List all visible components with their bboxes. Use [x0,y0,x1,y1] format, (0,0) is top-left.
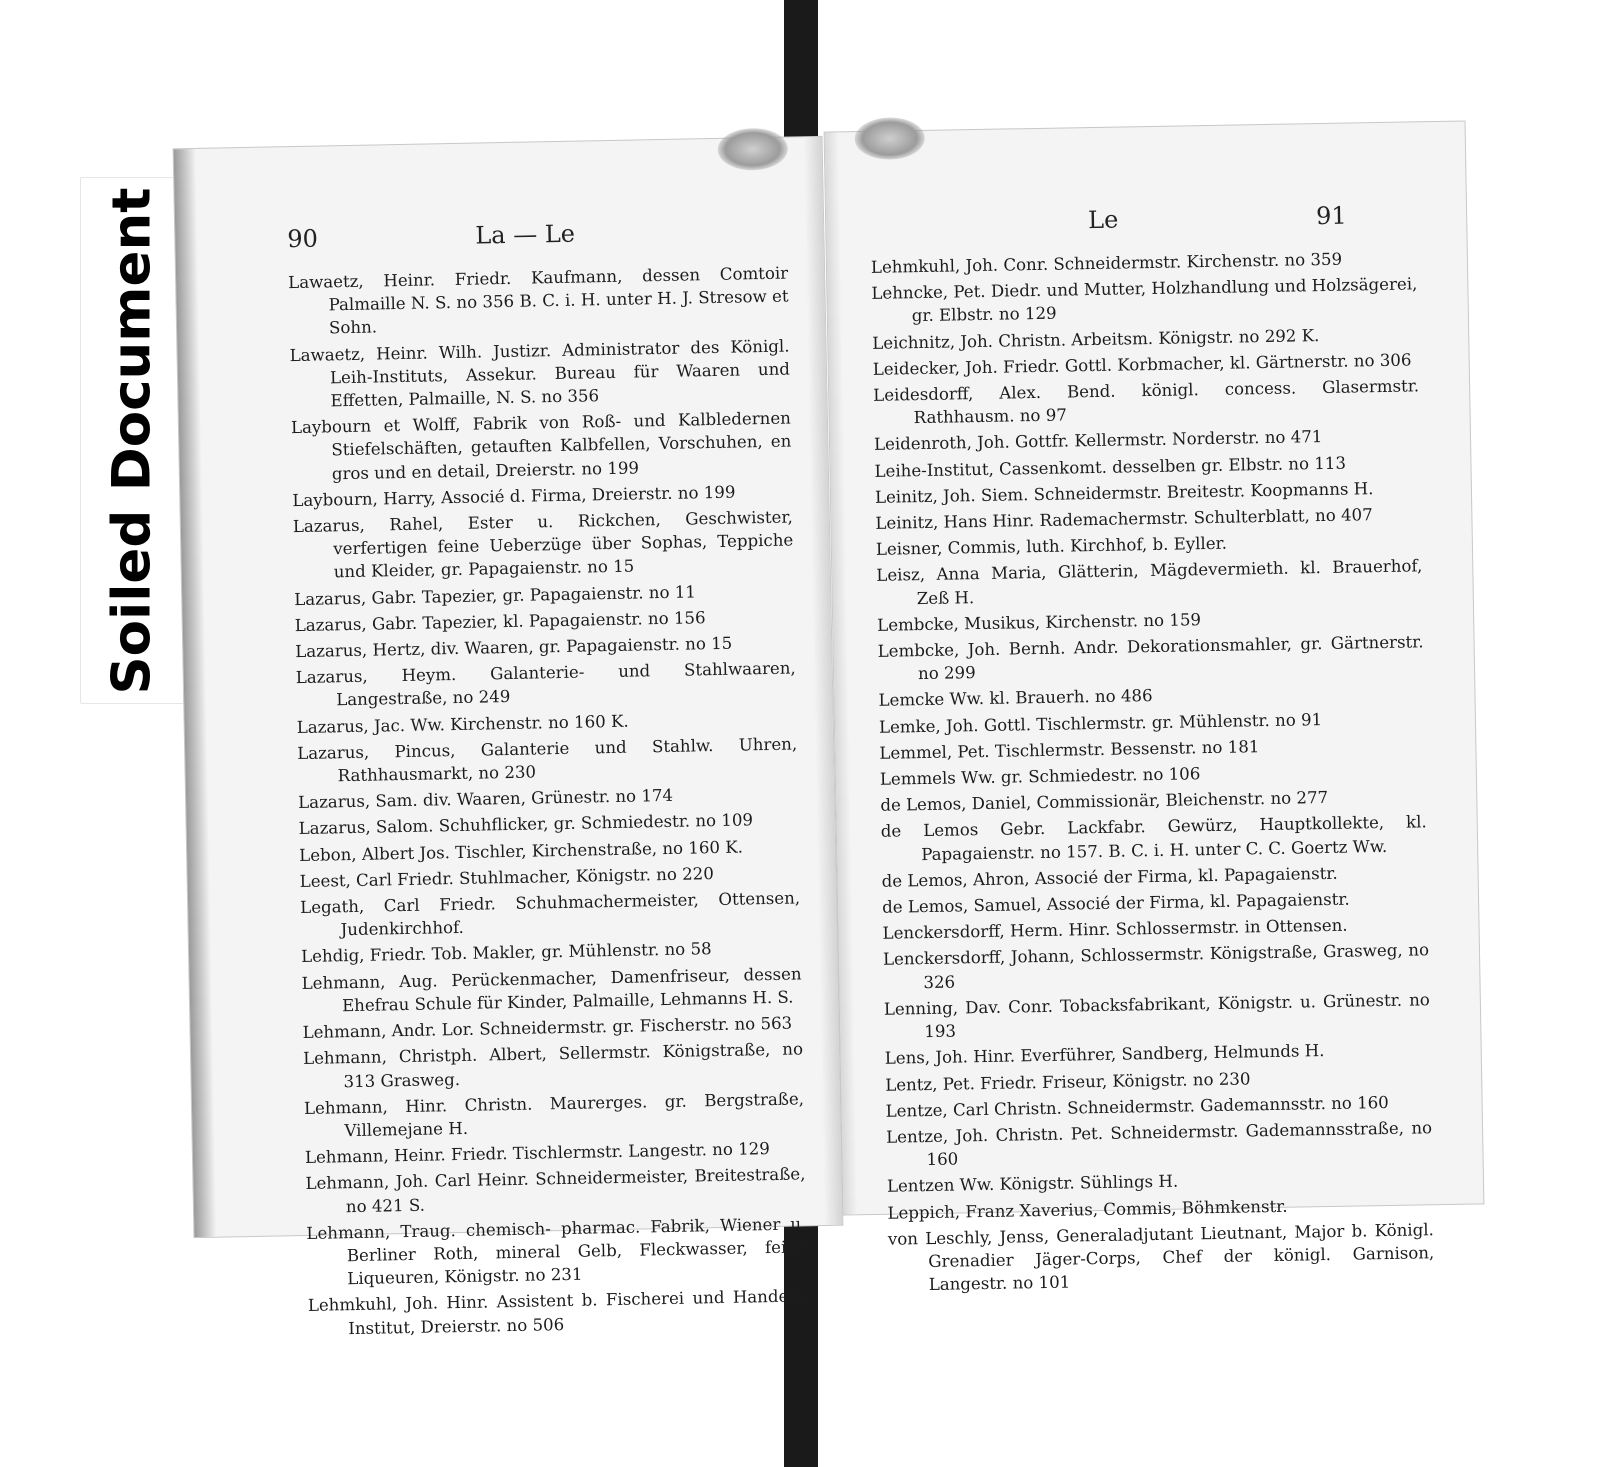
stain-mark [854,117,925,160]
directory-entry: Lenckersdorff, Johann, Schlossermstr. Königstraße, Grasweg, no 326 [882,940,1430,992]
directory-entry: Legath, Carl Friedr. Schuhmachermeister, Ottensen, Judenkirchhof. [300,888,801,940]
directory-entries [288,262,809,1344]
directory-entry: Lazarus, Rahel, Ester u. Rickchen, Geschwister, verfertigen feine Ueberzüge über Sophas, Teppiche und Kleider, gr. Papagaienstr. no 15 [292,507,794,582]
stamp-label: Soiled Document [101,186,163,695]
directory-entry: von Leschly, Jenss, Generaladjutant Lieutnant, Major b. Königl. Grenadier Jäger-Corps, Chef der königl. Garnison, Langestr. no 101 [887,1219,1435,1295]
directory-entry: Lehmann, Hinr. Christn. Maurerges. gr. Bergstraße, Villemejane H. [303,1089,805,1141]
directory-entry: de Lemos Gebr. Lackfabr. Gewürz, Hauptkollekte, kl. Papagaienstr. no 157. B. C. i. H. unter C. C. Goertz Ww. [880,812,1427,864]
directory-entry: Lemmels Ww. gr. Schmiedestr. no 106 [879,764,1201,789]
page-number: 90 [287,224,319,254]
directory-entry: Lehncke, Pet. Diedr. und Mutter, Holzhandlung und Holzsägerei, gr. Elbstr. no 129 [871,274,1418,326]
directory-entry: Lenning, Dav. Conr. Tobacksfabrikant, Königstr. u. Grünestr. no 193 [883,990,1430,1042]
directory-entry: Leidesdorff, Alex. Bend. königl. concess. Glasermstr. Rathhausm. no 97 [873,376,1420,428]
directory-entry: Leichnitz, Joh. Christn. Arbeitsm. Königstr. no 292 K. [872,325,1320,353]
directory-entry: Laybourn, Harry, Associé d. Firma, Dreierstr. no 199 [292,482,736,510]
directory-entry: Lazarus, Jac. Ww. Kirchenstr. no 160 K. [296,711,629,737]
directory-entry: Lehmann, Traug. chemisch- pharmac. Fabrik, Wiener u. Berliner Roth, mineral Gelb, Fleckwasser, feine Liqueuren, Königstr. no 231 [306,1214,807,1289]
directory-entry: Lemcke Ww. kl. Brauerh. no 486 [878,686,1153,711]
directory-entry: Lazarus, Hertz, div. Waaren, gr. Papagaienstr. no 15 [295,633,733,662]
directory-entries [871,246,1435,1300]
directory-entry: Lehmkuhl, Joh. Hinr. Assistent b. Fischerei und Handels-Institut, Dreierstr. no 506 [307,1286,808,1338]
directory-entry: Lebon, Albert Jos. Tischler, Kirchenstraße, no 160 K. [299,837,744,865]
directory-entry: de Lemos, Ahron, Associé der Firma, kl. Papagaienstr. [881,863,1338,891]
directory-entry: Leest, Carl Friedr. Stuhlmacher, Königstr. no 220 [299,863,714,891]
stain-mark [717,128,788,171]
directory-entry: Lemke, Joh. Gottl. Tischlermstr. gr. Mühlenstr. no 91 [878,709,1323,737]
directory-entry: Lentze, Carl Christn. Schneidermstr. Gademannsstr. no 160 [885,1092,1389,1121]
directory-entry: Lens, Joh. Hinr. Everführer, Sandberg, Helmunds H. [884,1041,1325,1069]
page-header [175,215,824,267]
directory-entry: Leisner, Commis, luth. Kirchhof, b. Eyller. [875,533,1228,560]
directory-entry: Leinitz, Hans Hinr. Rademachermstr. Schulterblatt, no 407 [875,505,1373,533]
left-page [174,137,843,1338]
binding-strip-top [784,0,818,145]
directory-entry: Lazarus, Salom. Schuhflicker, gr. Schmiedestr. no 109 [298,810,754,839]
directory-entry: Leinitz, Joh. Siem. Schneidermstr. Breitestr. Koopmanns H. [874,478,1374,507]
directory-entry: Lemmel, Pet. Tischlermstr. Bessenstr. no 181 [879,737,1260,763]
directory-entry: Lazarus, Sam. div. Waaren, Grünestr. no 174 [298,786,674,813]
directory-entry: Lentz, Pet. Friedr. Friseur, Königstr. no 230 [885,1068,1251,1095]
directory-entry: Lehdig, Friedr. Tob. Makler, gr. Mühlenstr. no 58 [300,939,712,967]
directory-entry: Laybourn et Wolff, Fabrik von Roß- und Kalbledernen Stiefelschäften, getauften Kalbfellen, Vorschuhen, en gros und en detail, Dreierstr. no 199 [290,408,792,483]
directory-entry: Lehmann, Aug. Perückenmacher, Damenfriseur, dessen Ehefrau Schule für Kinder, Palmaille, Lehmanns H. S. [301,964,802,1016]
directory-entry: Lembcke, Musikus, Kirchenstr. no 159 [877,610,1202,635]
directory-entry: Lenckersdorff, Herm. Hinr. Schlossermstr. in Ottensen. [882,915,1348,944]
directory-entry: Lawaetz, Heinr. Friedr. Kaufmann, dessen Comtoir Palmaille N. S. no 356 B. C. i. H. unter H. J. Stresow et Sohn. [288,263,789,338]
page-header [826,199,1467,250]
running-head: La — Le [475,219,576,250]
directory-entry: Lentze, Joh. Christn. Pet. Schneidermstr. Gademannsstraße, no 160 [885,1118,1433,1170]
soiled-document-stamp [80,177,184,704]
directory-entry: Lazarus, Gabr. Tapezier, kl. Papagaienstr. no 156 [294,608,706,635]
directory-entry: Lehmann, Heinr. Friedr. Tischlermstr. Langestr. no 129 [304,1139,770,1168]
directory-entry: Lazarus, Heym. Galanterie- und Stahlwaaren, Langestraße, no 249 [295,658,796,710]
directory-entry: Leppich, Franz Xaverius, Commis, Böhmkenstr. [887,1196,1288,1223]
directory-entry: de Lemos, Daniel, Commissionär, Bleichenstr. no 277 [880,788,1329,816]
directory-entry: de Lemos, Samuel, Associé der Firma, kl. Papagaienstr. [881,889,1350,917]
directory-entry: Lembcke, Joh. Bernh. Andr. Dekorationsmahler, gr. Gärtnerstr. no 299 [877,632,1424,684]
directory-entry: Lazarus, Gabr. Tapezier, gr. Papagaienstr. no 11 [294,582,697,609]
directory-entry: Lehmann, Christph. Albert, Sellermstr. Königstraße, no 313 Grasweg. [302,1039,804,1091]
right-page [825,121,1484,1295]
directory-entry: Leisz, Anna Maria, Glätterin, Mägdevermieth. kl. Brauerhof, Zeß H. [876,556,1423,608]
running-head: Le [1087,205,1119,235]
directory-entry: Leihe-Institut, Cassenkomt. desselben gr. Elbstr. no 113 [874,453,1347,481]
directory-entry: Lehmkuhl, Joh. Conr. Schneidermstr. Kirchenstr. no 359 [870,249,1343,277]
directory-entry: Lazarus, Pincus, Galanterie und Stahlw. Uhren, Rathhausmarkt, no 230 [297,734,798,786]
directory-entry: Leidecker, Joh. Friedr. Gottl. Korbmacher, kl. Gärtnerstr. no 306 [872,350,1412,379]
directory-entry: Lehmann, Andr. Lor. Schneidermstr. gr. Fischerstr. no 563 [302,1013,793,1043]
directory-entry: Lawaetz, Heinr. Wilh. Justizr. Administrator des Königl. Leih-Instituts, Assekur. Bureau für Waaren und Effetten, Palmaille, N. S. no 356 [289,336,791,411]
directory-entry: Lentzen Ww. Königstr. Sühlings H. [886,1171,1179,1197]
directory-entry: Lehmann, Joh. Carl Heinr. Schneidermeister, Breitestraße, no 421 S. [305,1164,806,1216]
directory-entry: Leidenroth, Joh. Gottfr. Kellermstr. Norderstr. no 471 [873,427,1323,455]
page-number: 91 [1315,201,1347,231]
